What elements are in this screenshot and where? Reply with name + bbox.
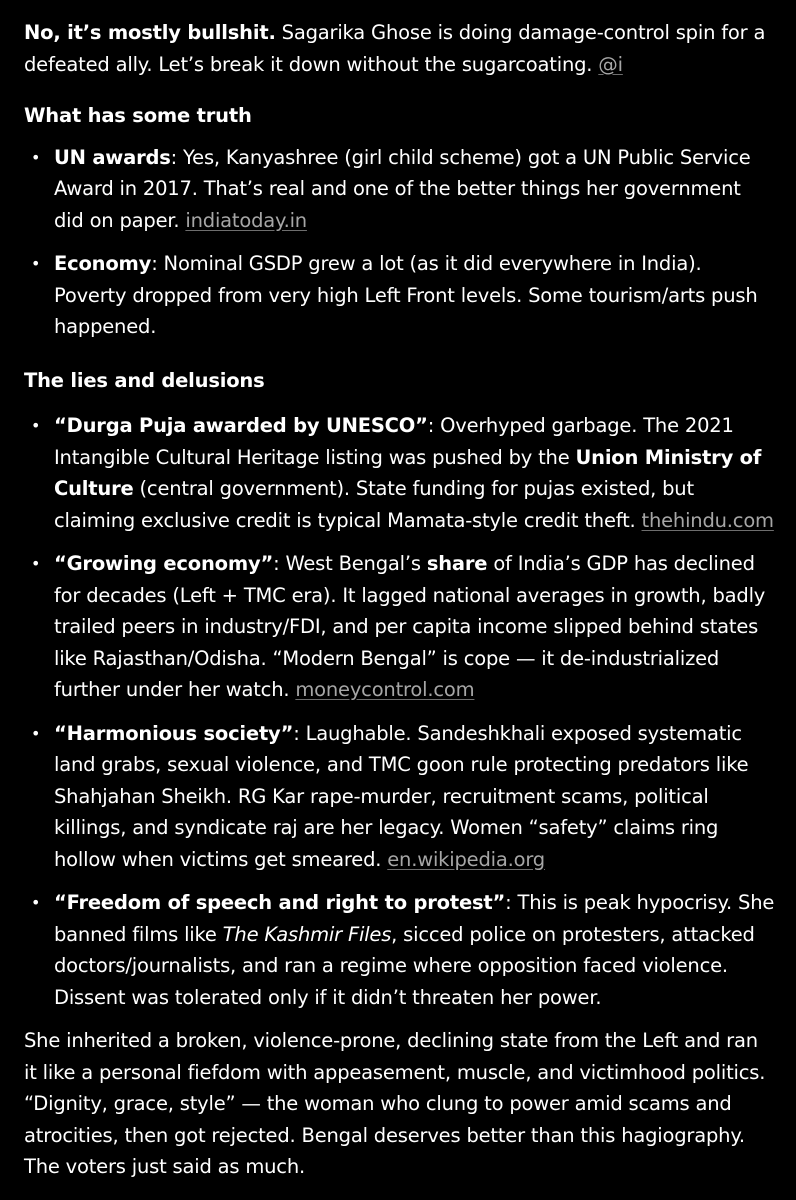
item-text: (central government). State funding for pujas existed, but claiming exclusive credit is typical Mamata-style credit theft.	[54, 477, 694, 532]
source-link-wikipedia[interactable]: en.wikipedia.org	[387, 847, 545, 871]
item-title: “Growing economy”	[54, 552, 274, 575]
conclusion-paragraph: She inherited a broken, violence-prone, declining state from the Left and ran it like a personal fiefdom with appeasement, muscle, and victimhood politics. “Dignity, grace, style” — the woman who clung to power amid scams and atrocities, then got rejected. Bengal deserves better than this hagiography. The voters just said as much.	[24, 1029, 766, 1178]
truth-list	[24, 142, 776, 343]
item-bold-phrase: share	[426, 552, 488, 575]
item-text: : Nominal GSDP grew a lot (as it did everywhere in India). Poverty dropped from very high Left Front levels. Some tourism/arts push happened.	[54, 252, 758, 338]
item-text: : West Bengal’s	[273, 552, 427, 575]
bullet-icon: •	[31, 723, 41, 743]
item-title: “Freedom of speech and right to protest”	[54, 891, 506, 914]
response-content	[24, 17, 776, 1183]
intro-text: Sagarika Ghose is doing damage-control spin for a defeated ally. Let’s break it down without the sugarcoating.	[24, 21, 766, 76]
intro-mention-link[interactable]: @i	[598, 52, 623, 76]
list-item	[24, 887, 776, 1013]
item-text: : Yes, Kanyashree (girl child scheme) got a UN Public Service Award in 2017. That’s real and one of the better things her government did on paper.	[54, 145, 751, 232]
bullet-icon: •	[31, 416, 41, 435]
item-bold-phrase: Union Ministry of Culture	[54, 445, 762, 500]
item-text: of India’s GDP has declined for decades (Left + TMC era). It lagged national averages in growth, badly trailed peers in industry/FDI, and per capita income slipped behind states like Rajasthan/Odisha. “Modern Bengal” is cope — it de-industrialized further under her watch.	[54, 552, 766, 701]
list-item	[24, 548, 776, 706]
section-heading-lies: The lies and delusions	[24, 368, 265, 392]
list-item	[24, 248, 776, 343]
bullet-icon: •	[31, 254, 41, 273]
lies-list	[24, 410, 776, 1013]
item-title: Economy	[54, 252, 152, 275]
item-text: : Overhyped garbage. The 2021 Intangible Cultural Heritage listing was pushed by the	[54, 414, 734, 469]
item-italic-title: The Kashmir Files	[222, 922, 392, 946]
item-title: “Harmonious society”	[54, 721, 294, 745]
list-item	[24, 718, 776, 876]
item-text: : Laughable. Sandeshkhali exposed systematic land grabs, sexual violence, and TMC goon rule protecting predators like Shahjahan Sheikh. RG Kar rape-murder, recruitment scams, political killings, and syndicate raj are her legacy. Women “safety” claims ring hollow when victims get smeared.	[54, 721, 749, 871]
source-link-moneycontrol[interactable]: moneycontrol.com	[295, 678, 475, 701]
intro-bold: No, it’s mostly bullshit.	[24, 21, 276, 44]
intro-paragraph	[24, 17, 776, 80]
bullet-icon: •	[31, 147, 41, 167]
source-link-thehindu[interactable]: thehindu.com	[641, 508, 774, 532]
bullet-icon: •	[31, 893, 41, 912]
list-item	[24, 142, 776, 237]
item-text: : This is peak hypocrisy. She banned films like	[54, 891, 775, 946]
item-title: “Durga Puja awarded by UNESCO”	[54, 414, 428, 437]
section-heading-truth: What has some truth	[24, 104, 252, 127]
item-title: UN awards	[54, 145, 171, 169]
list-item	[24, 410, 776, 536]
bullet-icon: •	[31, 554, 41, 573]
item-text: , sicced police on protesters, attacked doctors/journalists, and ran a regime where opposition faced violence. Dissent was tolerated only if it didn’t threaten her power.	[54, 922, 755, 1009]
source-link-indiatoday[interactable]: indiatoday.in	[185, 208, 307, 232]
